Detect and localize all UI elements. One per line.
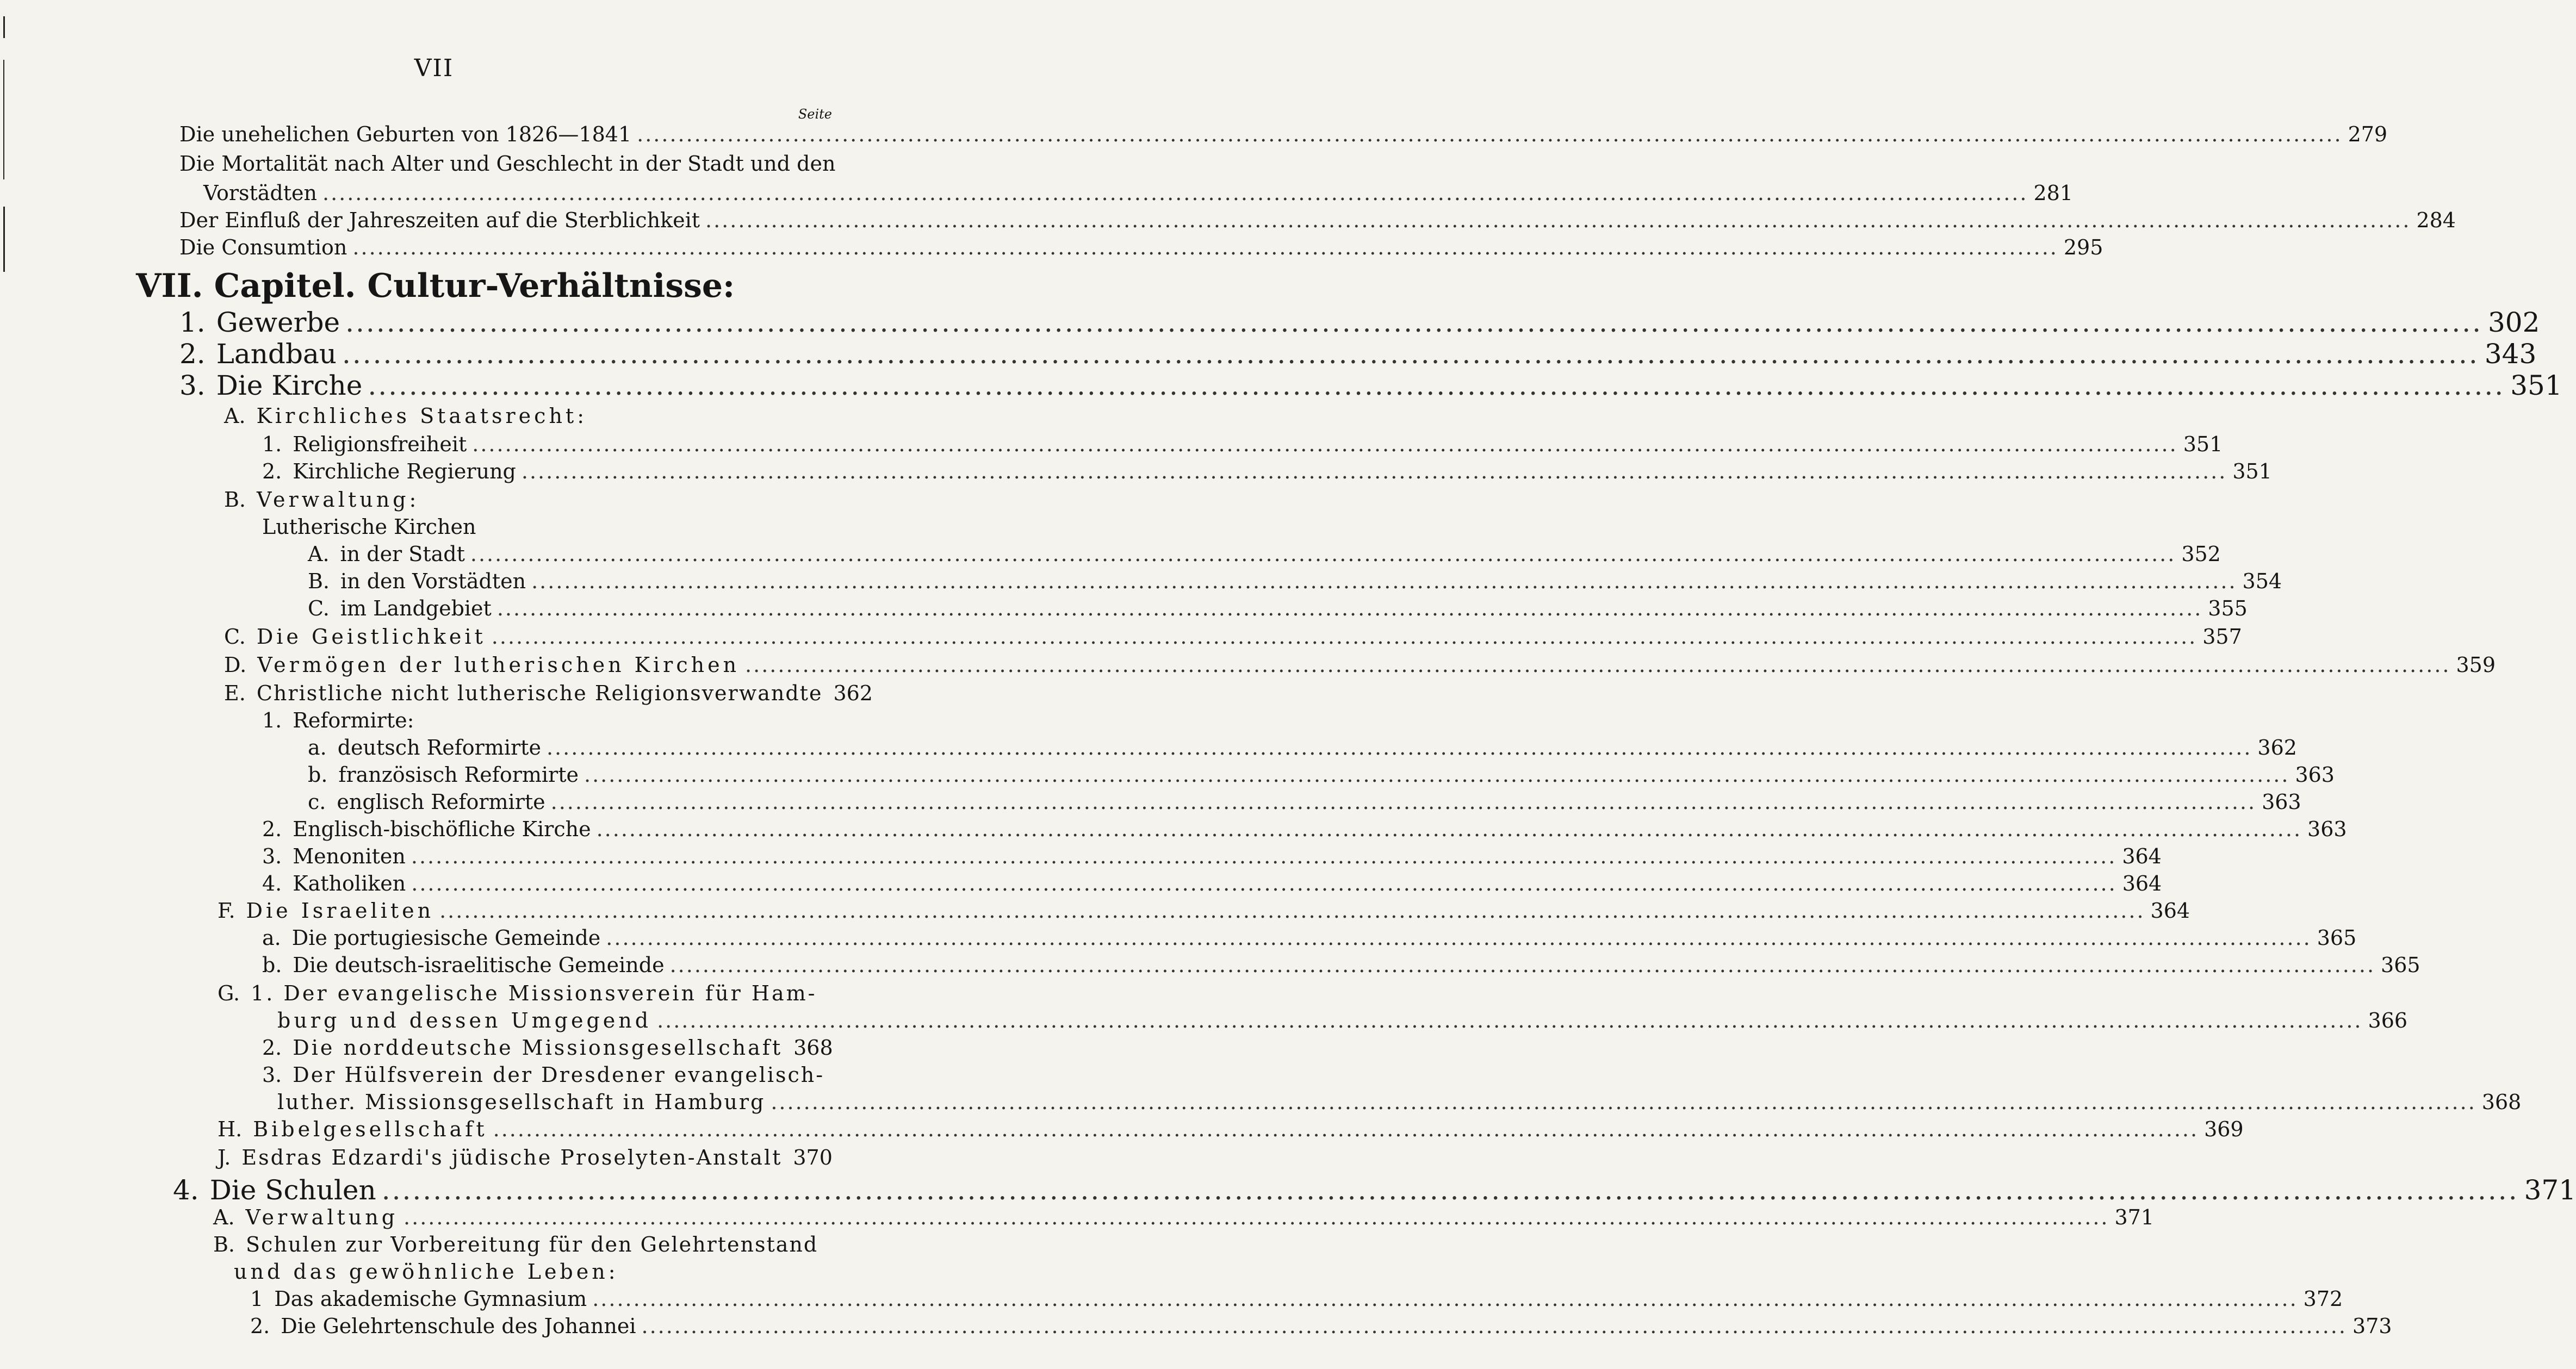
entry-page: 354	[2242, 569, 2282, 593]
toc-entry	[277, 1088, 2522, 1116]
entry-number: H.	[218, 1117, 243, 1141]
toc-entry	[250, 1285, 2343, 1312]
entry-title: Vorstädten	[203, 181, 317, 205]
toc-entry	[218, 1144, 832, 1171]
entry-title: Menoniten	[293, 844, 406, 868]
entry-title: 1. Der evangelische Missionsverein für Ham-	[251, 981, 817, 1005]
entry-page: 364	[2122, 872, 2162, 895]
leader-dots	[411, 870, 2116, 897]
toc-entry	[218, 980, 832, 1007]
leader-dots	[342, 337, 2479, 371]
chapter-heading	[136, 266, 832, 306]
entry-page: 370	[793, 1146, 833, 1169]
entry-number: 2.	[262, 459, 282, 483]
entry-page: 371	[2524, 1174, 2576, 1206]
entry-title: Die deutsch-israelitische Gemeinde	[293, 953, 665, 977]
entry-page: 351	[2510, 370, 2562, 401]
entry-title: französisch Reformirte	[338, 763, 579, 787]
entry-title: Die Kirche	[216, 370, 363, 401]
toc-entry	[218, 1116, 2244, 1143]
entry-number: C.	[224, 625, 246, 649]
entry-page: 364	[2122, 844, 2162, 868]
entry-page: 351	[2183, 432, 2223, 456]
toc-entry	[213, 1231, 818, 1258]
toc-entry	[262, 431, 2223, 458]
entry-number: 2.	[262, 817, 282, 841]
leader-dots	[592, 1285, 2298, 1312]
entry-title: englisch Reformirte	[337, 790, 545, 814]
entry-page: 363	[2295, 763, 2335, 787]
entry-title: Die Gelehrtenschule des Johannei	[281, 1314, 636, 1338]
toc-entry	[224, 651, 2496, 679]
entry-number: 1.	[262, 708, 282, 732]
toc-entry: und das gewöhnliche Leben:	[234, 1260, 619, 1284]
toc-entry	[218, 897, 2190, 924]
entry-page: 364	[2150, 899, 2190, 923]
entry-title: im Landgebiet	[340, 596, 492, 620]
entry-title: in der Stadt	[340, 542, 465, 566]
leader-dots	[551, 788, 2256, 816]
entry-number: 4.	[262, 872, 282, 895]
entry-page: 351	[2232, 459, 2272, 483]
leader-dots	[411, 843, 2116, 870]
entry-page: 372	[2303, 1287, 2343, 1311]
entry-page: 363	[2307, 817, 2347, 841]
entry-number: J.	[218, 1146, 231, 1169]
seite-label: Seite	[798, 107, 832, 122]
entry-title: Kirchliche Regierung	[293, 459, 516, 483]
toc-entry	[262, 1061, 832, 1088]
toc-entry	[179, 234, 2103, 261]
toc-entry	[224, 680, 873, 707]
leader-dots	[637, 121, 2342, 148]
leader-dots	[657, 1007, 2362, 1034]
entry-number: b.	[262, 953, 282, 977]
leader-dots	[492, 623, 2197, 650]
entry-title: Der Einfluß der Jahreszeiten auf die Sterblichkeit	[179, 208, 700, 232]
toc-entry	[179, 121, 2388, 148]
toc-entry	[308, 540, 2221, 568]
toc-entry	[262, 870, 2162, 897]
entry-page: 352	[2181, 542, 2221, 566]
entry-page: 368	[2481, 1090, 2522, 1114]
entry-title: Christliche nicht lutherische Religionsverwandte	[256, 681, 823, 705]
entry-page: 357	[2202, 625, 2242, 649]
entry-title: burg und dessen Umgegend	[277, 1009, 652, 1032]
toc-entry	[179, 207, 2456, 234]
entry-page: 363	[2262, 790, 2301, 814]
entry-number: 1.	[179, 307, 206, 338]
entry-title: Bibelgesellschaft	[253, 1117, 488, 1141]
leader-dots	[547, 734, 2252, 761]
entry-title: Kirchliches Staatsrecht:	[256, 404, 587, 428]
entry-number: a.	[262, 926, 281, 950]
entry-title: Schulen zur Vorbereitung für den Gelehrtenstand	[246, 1233, 818, 1256]
entry-page: 369	[2204, 1117, 2244, 1141]
entry-number: 1	[250, 1287, 264, 1311]
leader-dots	[497, 595, 2202, 622]
entry-title: luther. Missionsgesellschaft in Hamburg	[277, 1090, 766, 1114]
entry-number: A.	[308, 542, 330, 566]
leader-dots	[745, 651, 2450, 679]
entry-title: Gewerbe	[216, 307, 340, 338]
entry-title: Landbau	[216, 338, 337, 370]
entry-title: Katholiken	[293, 872, 406, 895]
entry-title: Die Schulen	[209, 1174, 376, 1206]
toc-entry	[173, 1173, 2576, 1207]
entry-number: a.	[308, 736, 327, 760]
leader-dots	[472, 431, 2177, 458]
toc-entry	[203, 179, 2073, 207]
toc-entry	[308, 761, 2335, 788]
entry-title: Vermögen der lutherischen Kirchen	[257, 653, 740, 677]
toc-entry	[262, 924, 2357, 951]
leader-dots	[368, 369, 2505, 402]
entry-number: 3.	[179, 370, 206, 401]
entry-title: Die Israeliten	[246, 899, 434, 923]
toc-entry: Die Mortalität nach Alter und Geschlecht in der Stadt und den	[179, 152, 836, 176]
entry-title: Das akademische Gymnasium	[274, 1287, 587, 1311]
entry-page: 281	[2033, 181, 2073, 205]
toc-section	[224, 486, 832, 513]
entry-title: Englisch-bischöfliche Kirche	[293, 817, 591, 841]
leader-dots	[345, 306, 2482, 339]
leader-dots	[705, 207, 2411, 234]
entry-title: Die norddeutsche Missionsgesellschaft	[293, 1036, 783, 1060]
toc-entry	[308, 788, 2301, 816]
leader-dots	[771, 1088, 2476, 1116]
entry-number: E.	[224, 681, 246, 705]
entry-number: G.	[218, 981, 240, 1005]
entry-number: B.	[213, 1233, 235, 1256]
leader-dots	[641, 1312, 2347, 1340]
entry-page: 295	[2063, 235, 2103, 259]
leader-dots	[404, 1204, 2109, 1231]
entry-title: Die portugiesische Gemeinde	[291, 926, 601, 950]
leader-dots	[493, 1116, 2199, 1143]
entry-page: 302	[2488, 307, 2540, 338]
entry-number: D.	[224, 653, 247, 677]
entry-title: Die Geistlichkeit	[256, 625, 486, 649]
entry-title: Der Hülfsverein der Dresdener evangelisch-	[293, 1063, 825, 1087]
entry-number: 2.	[262, 1036, 282, 1060]
leader-dots	[439, 897, 2145, 924]
leader-dots	[584, 761, 2289, 788]
toc-entry	[308, 568, 2282, 595]
entry-number: 3.	[262, 1063, 282, 1087]
toc-section	[224, 402, 832, 430]
entry-page: 365	[2317, 926, 2357, 950]
toc-subheading: Lutherische Kirchen	[262, 515, 476, 539]
toc-entry	[262, 843, 2162, 870]
entry-number: c.	[308, 790, 326, 814]
entry-number: A.	[224, 404, 246, 428]
entry-page: 343	[2484, 338, 2537, 370]
entry-number: 2.	[250, 1314, 270, 1338]
entry-title: Verwaltung:	[257, 488, 420, 512]
toc-entry	[308, 734, 2297, 761]
entry-number: 2.	[179, 338, 206, 370]
leader-dots	[352, 234, 2058, 261]
entry-page: 359	[2456, 653, 2496, 677]
entry-page: 365	[2381, 953, 2420, 977]
entry-title: Die unehelichen Geburten von 1826—1841	[179, 122, 632, 146]
entry-number: B.	[308, 569, 330, 593]
leader-dots	[382, 1173, 2519, 1207]
toc-entry	[308, 595, 2248, 622]
entry-title: Reformirte:	[293, 708, 414, 732]
entry-page: 368	[793, 1036, 833, 1060]
entry-number: F.	[218, 899, 235, 923]
entry-page: 284	[2416, 208, 2456, 232]
entry-number: 3.	[262, 844, 282, 868]
entry-title: Die Consumtion	[179, 235, 347, 259]
page-number: VII	[414, 54, 454, 82]
entry-number: b.	[308, 763, 328, 787]
leader-dots	[606, 924, 2311, 951]
toc-entry	[250, 1312, 2392, 1340]
leader-dots	[522, 458, 2227, 485]
entry-page: 279	[2348, 122, 2388, 146]
toc-entry	[262, 816, 2347, 843]
chapter-title: Capitel. Cultur-Verhältnisse:	[214, 267, 735, 305]
entry-page: 366	[2368, 1009, 2408, 1032]
toc-entry	[224, 623, 2242, 650]
entry-page: 362	[2257, 736, 2297, 760]
leader-dots	[470, 540, 2176, 568]
leader-dots	[670, 951, 2375, 979]
toc-entry	[262, 951, 2420, 979]
entry-title: Esdras Edzardi's jüdische Proselyten-Anstalt	[241, 1146, 783, 1169]
toc-entry	[179, 337, 2537, 371]
toc-entry	[277, 1007, 2408, 1034]
entry-number: A.	[213, 1205, 235, 1229]
entry-page: 355	[2208, 596, 2248, 620]
entry-title: in den Vorstädten	[340, 569, 526, 593]
toc-entry	[179, 369, 2562, 402]
toc-entry	[262, 1034, 832, 1061]
entry-number: C.	[308, 596, 330, 620]
entry-title: Religionsfreiheit	[293, 432, 467, 456]
entry-number: B.	[224, 488, 246, 512]
toc-entry	[213, 1204, 2155, 1231]
entry-title: deutsch Reformirte	[337, 736, 541, 760]
entry-title: Verwaltung	[245, 1205, 399, 1229]
entry-page: 371	[2114, 1205, 2155, 1229]
toc-subheading	[262, 707, 832, 734]
entry-number: 4.	[173, 1174, 199, 1206]
toc-entry	[179, 306, 2540, 339]
entry-page: 362	[833, 681, 873, 705]
leader-dots	[322, 179, 2028, 207]
entry-page: 373	[2352, 1314, 2392, 1338]
chapter-number: VII.	[136, 267, 203, 305]
leader-dots	[597, 816, 2302, 843]
entry-number: 1.	[262, 432, 282, 456]
toc-entry	[262, 458, 2272, 485]
leader-dots	[531, 568, 2237, 595]
